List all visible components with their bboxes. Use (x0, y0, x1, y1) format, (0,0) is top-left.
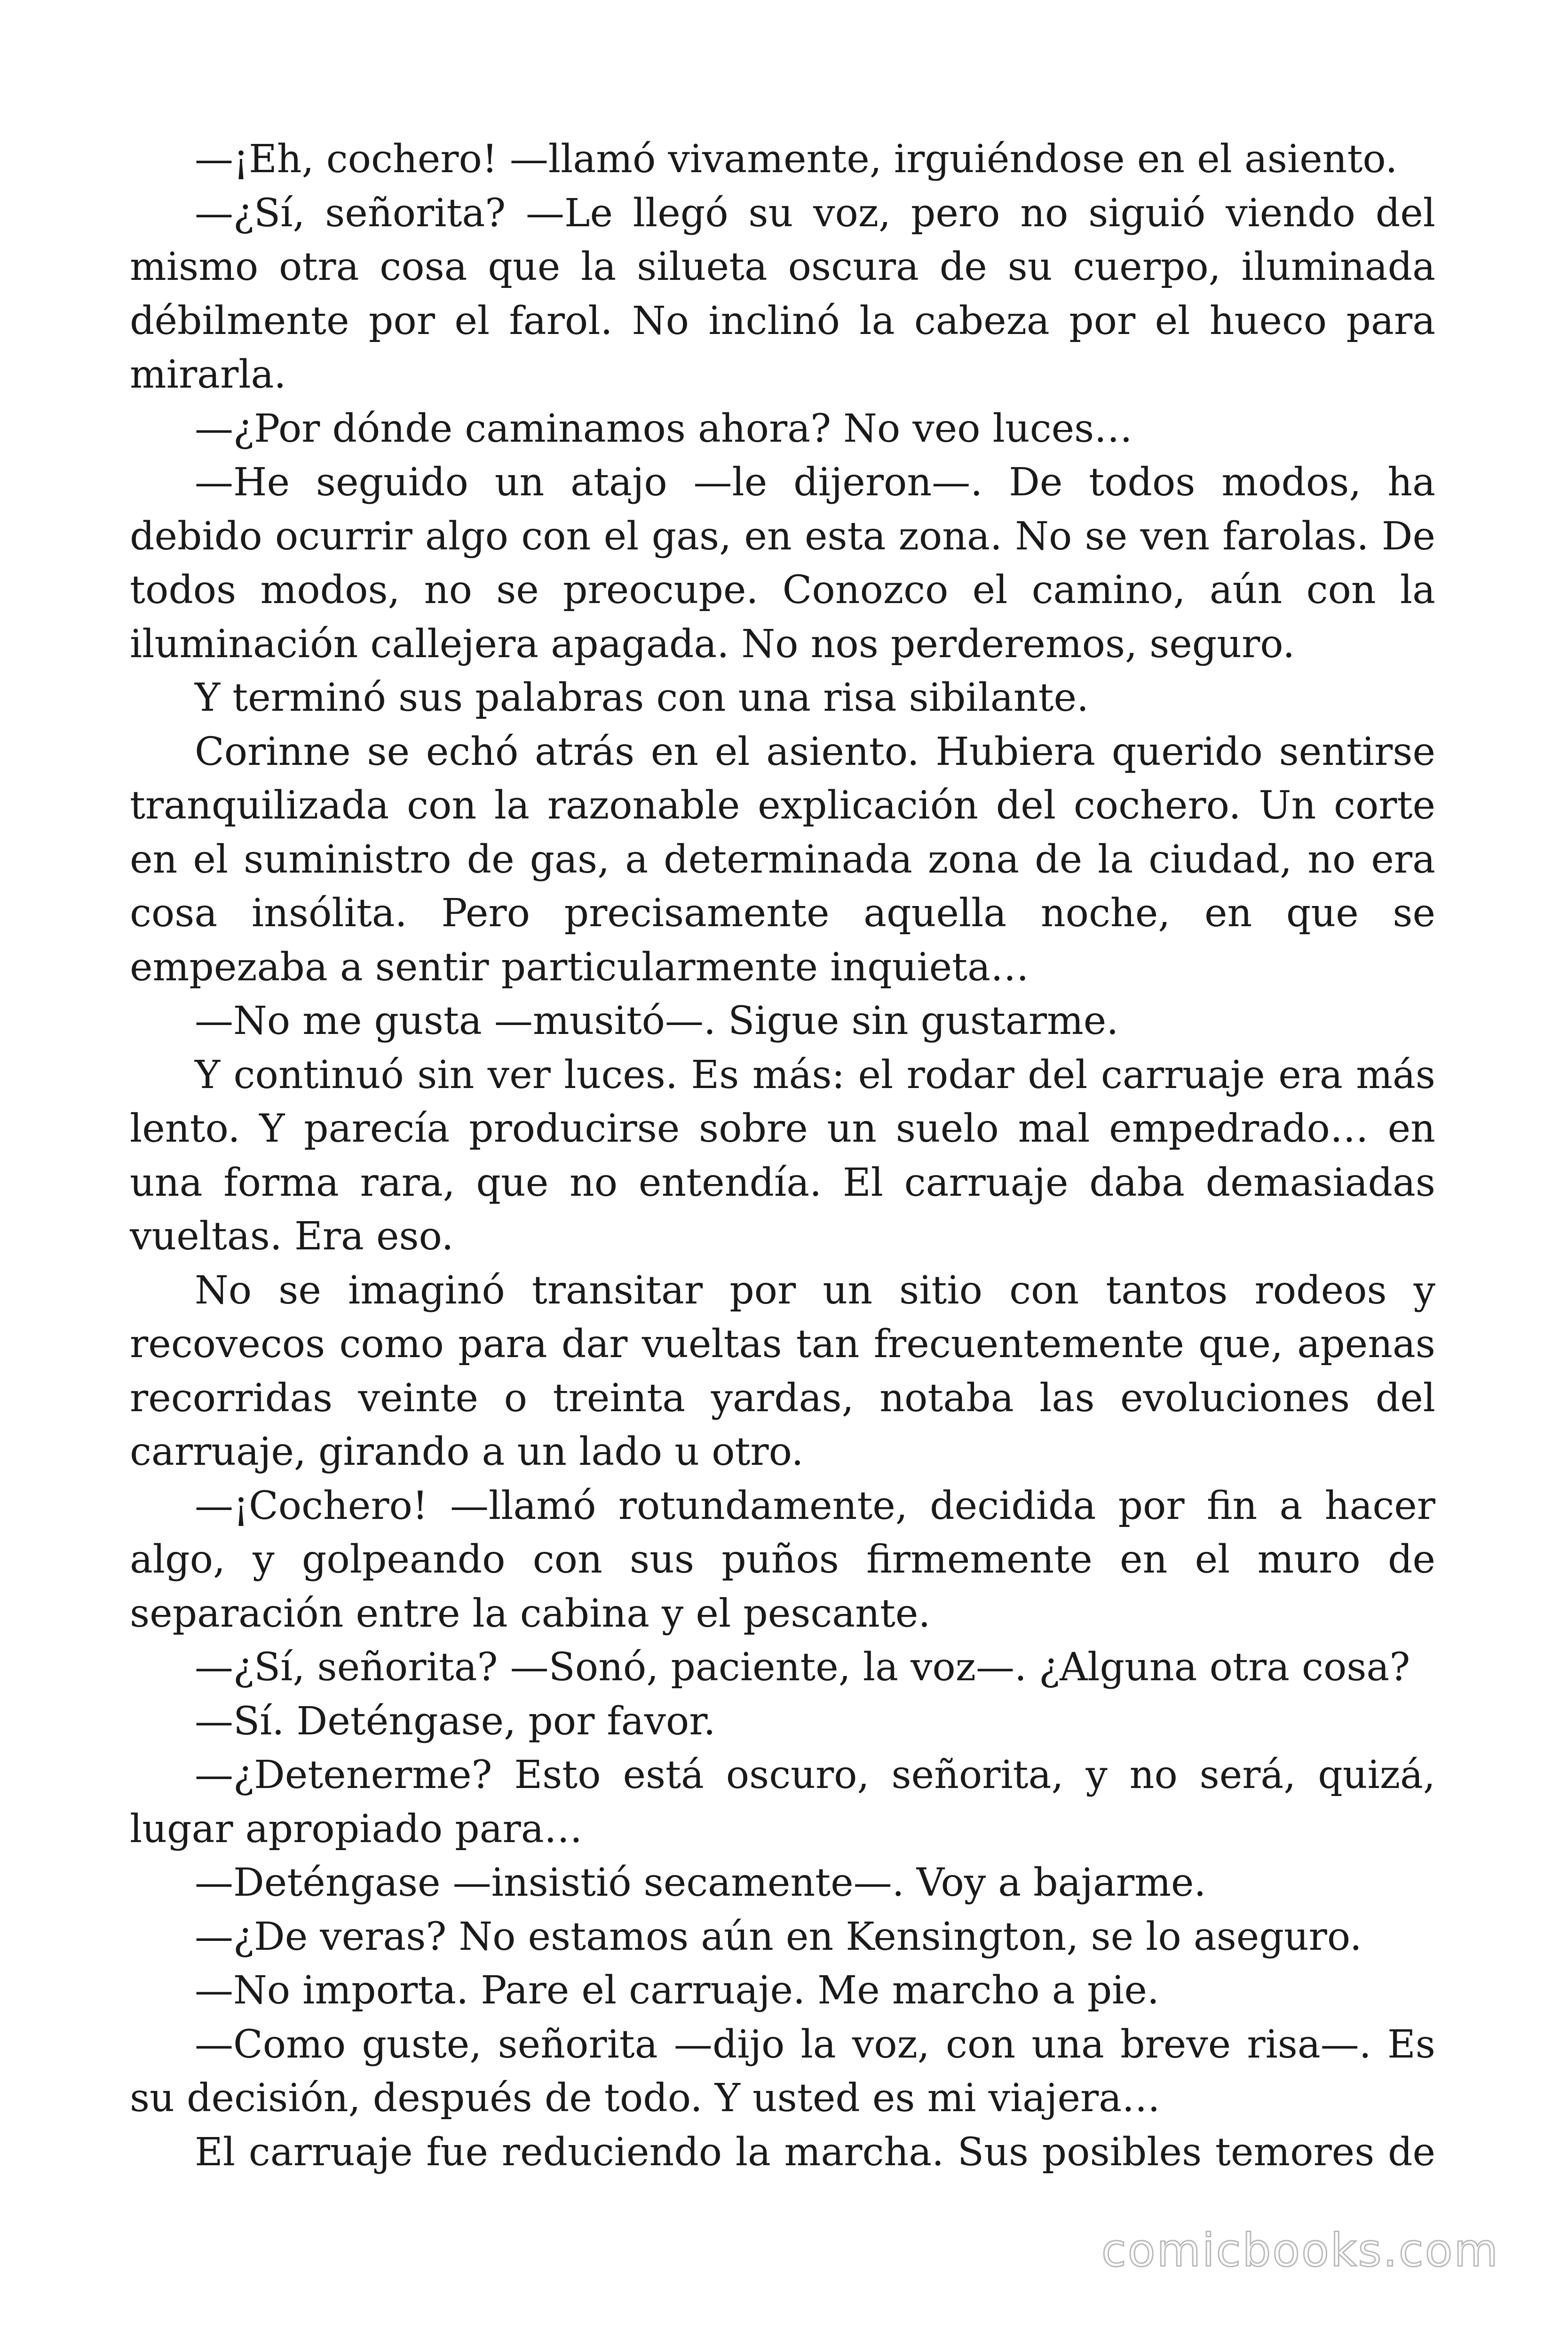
watermark-text: comicbooks.com (1101, 2224, 1499, 2277)
paragraph: —¿Por dónde caminamos ahora? No veo luces… (195, 406, 1133, 451)
paragraph: —Deténgase —insistió secamente—. Voy a bajarme. (195, 1860, 1206, 1905)
paragraph: —No importa. Pare el carruaje. Me marcho a pie. (195, 1968, 1160, 2013)
paragraph: Corinne se echó atrás en el asiento. Hubiera querido sentirse tranquilizada con la razonable explicación del cochero. Un corte en el suministro de gas, a determinada zona de la ciudad, no era cosa insólita. Pero precisamente aquella noche, en que se empezaba a sentir particularmente inquieta… (130, 729, 1435, 990)
paragraph: —Como guste, señorita —dijo la voz, con una breve risa—. Es su decisión, después de todo. Y usted es mi viajera… (130, 2022, 1435, 2121)
paragraph: Y terminó sus palabras con una risa sibilante. (195, 675, 1089, 720)
paragraph: —He seguido un atajo —le dijeron—. De todos modos, ha debido ocurrir algo con el gas, en esta zona. No se ven farolas. De todos modos, no se preocupe. Conozco el camino, aún con la iluminación callejera apagada. No nos perderemos, seguro. (130, 460, 1435, 667)
paragraph: —¿Sí, señorita? —Sonó, paciente, la voz—. ¿Alguna otra cosa? (195, 1645, 1410, 1690)
paragraph: —¡Cochero! —llamó rotundamente, decidida por fin a hacer algo, y golpeando con sus puños firmemente en el muro de separación entre la cabina y el pescante. (130, 1483, 1435, 1636)
paragraph: —¡Eh, cochero! —llamó vivamente, irguiéndose en el asiento. (195, 137, 1398, 182)
paragraph: —No me gusta —musitó—. Sigue sin gustarme. (195, 999, 1119, 1043)
paragraph: Y continuó sin ver luces. Es más: el rodar del carruaje era más lento. Y parecía producirse sobre un suelo mal empedrado… en una forma rara, que no entendía. El carruaje daba demasiadas vueltas. Era eso. (130, 1052, 1435, 1259)
paragraph: No se imaginó transitar por un sitio con tantos rodeos y recovecos como para dar vueltas tan frecuentemente que, apenas recorridas veinte o treinta yardas, notaba las evoluciones del carruaje, girando a un lado u otro. (130, 1268, 1435, 1474)
paragraph: —¿Detenerme? Esto está oscuro, señorita, y no será, quizá, lugar apropiado para… (130, 1753, 1435, 1851)
paragraph: —¿Sí, señorita? —Le llegó su voz, pero no siguió viendo del mismo otra cosa que la silueta oscura de su cuerpo, iluminada débilmente por el farol. No inclinó la cabeza por el hueco para mirarla. (130, 191, 1435, 397)
paragraph: —¿De veras? No estamos aún en Kensington, se lo aseguro. (195, 1914, 1362, 1959)
paragraph-last: El carruaje fue reduciendo la marcha. Sus posibles temores de (195, 2130, 1435, 2175)
book-page-text (130, 133, 1435, 2179)
paragraph: —Sí. Deténgase, por favor. (195, 1699, 716, 1744)
